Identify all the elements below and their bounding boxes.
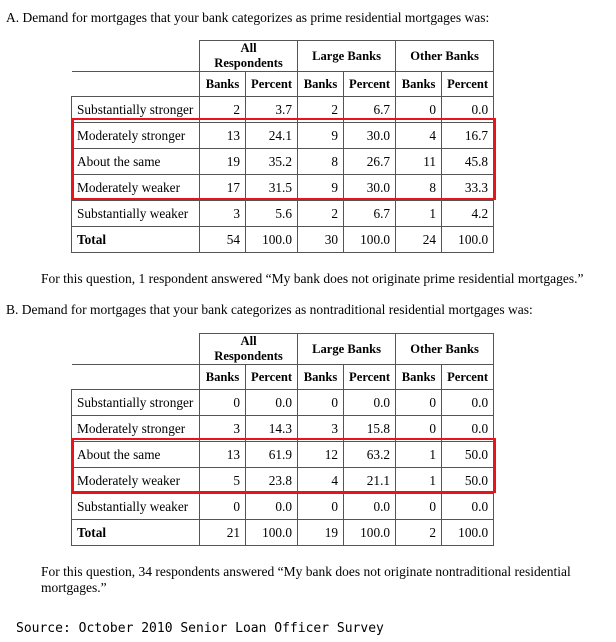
cell: 50.0 (442, 468, 494, 494)
cell: 6.7 (344, 97, 396, 123)
table-row (72, 468, 494, 494)
sub-header: Banks (298, 365, 344, 390)
cell: 100.0 (442, 227, 494, 253)
cell: 100.0 (246, 227, 298, 253)
row-label: Total (72, 520, 200, 546)
cell: 0.0 (442, 97, 494, 123)
cell: 1 (396, 468, 442, 494)
cell: 12 (298, 442, 344, 468)
cell: 4 (298, 468, 344, 494)
cell: 0 (298, 494, 344, 520)
cell: 0.0 (442, 416, 494, 442)
sub-header: Percent (442, 72, 494, 97)
cell: 5 (200, 468, 246, 494)
cell: 35.2 (246, 149, 298, 175)
cell: 0.0 (246, 390, 298, 416)
sub-header: Percent (344, 72, 396, 97)
group-header: Large Banks (298, 334, 396, 365)
row-label: Moderately stronger (72, 123, 200, 149)
cell: 6.7 (344, 201, 396, 227)
cell: 23.8 (246, 468, 298, 494)
cell: 8 (298, 149, 344, 175)
cell: 0.0 (442, 494, 494, 520)
sub-header: Percent (344, 365, 396, 390)
cell: 1 (396, 442, 442, 468)
cell: 33.3 (442, 175, 494, 201)
section-b-heading: B. Demand for mortgages that your bank categorizes as nontraditional residential mortgages was: (6, 302, 533, 317)
cell: 13 (200, 442, 246, 468)
cell: 100.0 (246, 520, 298, 546)
cell: 2 (396, 520, 442, 546)
cell: 4.2 (442, 201, 494, 227)
row-label: Substantially weaker (72, 494, 200, 520)
table-row (72, 149, 494, 175)
cell: 0.0 (246, 494, 298, 520)
group-header: All Respondents (200, 41, 298, 72)
row-label: Moderately stronger (72, 416, 200, 442)
row-label: Moderately weaker (72, 468, 200, 494)
cell: 5.6 (246, 201, 298, 227)
cell: 4 (396, 123, 442, 149)
group-header: All Respondents (200, 334, 298, 365)
sub-header: Banks (200, 365, 246, 390)
row-label: Total (72, 227, 200, 253)
section-a-heading: A. Demand for mortgages that your bank categorizes as prime residential mortgages was: (6, 10, 490, 25)
sub-header: Banks (396, 72, 442, 97)
source-caption: Source: October 2010 Senior Loan Officer Survey (16, 621, 384, 636)
corner-cell (72, 72, 200, 97)
section-b-table (71, 333, 494, 546)
table-row (72, 97, 494, 123)
row-label: Substantially stronger (72, 97, 200, 123)
cell: 19 (298, 520, 344, 546)
cell: 50.0 (442, 442, 494, 468)
cell: 61.9 (246, 442, 298, 468)
cell: 0 (396, 494, 442, 520)
sub-header: Percent (246, 72, 298, 97)
cell: 3 (298, 416, 344, 442)
corner-cell (72, 334, 200, 365)
table-row (72, 123, 494, 149)
table-row (72, 390, 494, 416)
sub-header: Percent (246, 365, 298, 390)
group-header: Other Banks (396, 334, 494, 365)
cell: 30.0 (344, 175, 396, 201)
cell: 45.8 (442, 149, 494, 175)
cell: 3 (200, 201, 246, 227)
cell: 2 (200, 97, 246, 123)
cell: 17 (200, 175, 246, 201)
sub-header: Banks (298, 72, 344, 97)
total-row (72, 520, 494, 546)
cell: 0.0 (344, 390, 396, 416)
cell: 31.5 (246, 175, 298, 201)
cell: 2 (298, 201, 344, 227)
cell: 21.1 (344, 468, 396, 494)
group-header: Large Banks (298, 41, 396, 72)
row-label: Substantially stronger (72, 390, 200, 416)
row-label: Substantially weaker (72, 201, 200, 227)
sub-header: Banks (200, 72, 246, 97)
table-row (72, 175, 494, 201)
row-label: Moderately weaker (72, 175, 200, 201)
cell: 13 (200, 123, 246, 149)
cell: 0 (200, 390, 246, 416)
cell: 24 (396, 227, 442, 253)
cell: 16.7 (442, 123, 494, 149)
cell: 26.7 (344, 149, 396, 175)
table-row (72, 442, 494, 468)
corner-cell (72, 365, 200, 390)
cell: 0 (396, 97, 442, 123)
sub-header: Percent (442, 365, 494, 390)
cell: 100.0 (344, 227, 396, 253)
sub-header: Banks (396, 365, 442, 390)
table-row (72, 201, 494, 227)
cell: 15.8 (344, 416, 396, 442)
cell: 0.0 (344, 494, 396, 520)
cell: 3 (200, 416, 246, 442)
cell: 63.2 (344, 442, 396, 468)
row-label: About the same (72, 442, 200, 468)
cell: 14.3 (246, 416, 298, 442)
total-row (72, 227, 494, 253)
cell: 100.0 (344, 520, 396, 546)
cell: 2 (298, 97, 344, 123)
group-header: Other Banks (396, 41, 494, 72)
cell: 1 (396, 201, 442, 227)
corner-cell (72, 41, 200, 72)
cell: 9 (298, 175, 344, 201)
cell: 0 (396, 416, 442, 442)
section-b-table-wrap (71, 333, 494, 546)
cell: 3.7 (246, 97, 298, 123)
cell: 0.0 (442, 390, 494, 416)
section-a-table (71, 40, 494, 253)
section-b-note: For this question, 34 respondents answered “My bank does not originate nontraditional residential mortgages.” (41, 564, 571, 595)
cell: 9 (298, 123, 344, 149)
cell: 0 (200, 494, 246, 520)
cell: 30 (298, 227, 344, 253)
cell: 30.0 (344, 123, 396, 149)
section-a-table-wrap (71, 40, 494, 253)
cell: 11 (396, 149, 442, 175)
row-label: About the same (72, 149, 200, 175)
cell: 24.1 (246, 123, 298, 149)
cell: 100.0 (442, 520, 494, 546)
table-row (72, 494, 494, 520)
cell: 8 (396, 175, 442, 201)
cell: 21 (200, 520, 246, 546)
cell: 54 (200, 227, 246, 253)
table-row (72, 416, 494, 442)
cell: 0 (396, 390, 442, 416)
cell: 19 (200, 149, 246, 175)
cell: 0 (298, 390, 344, 416)
section-a-note: For this question, 1 respondent answered “My bank does not originate prime residential mortgages.” (41, 271, 584, 286)
